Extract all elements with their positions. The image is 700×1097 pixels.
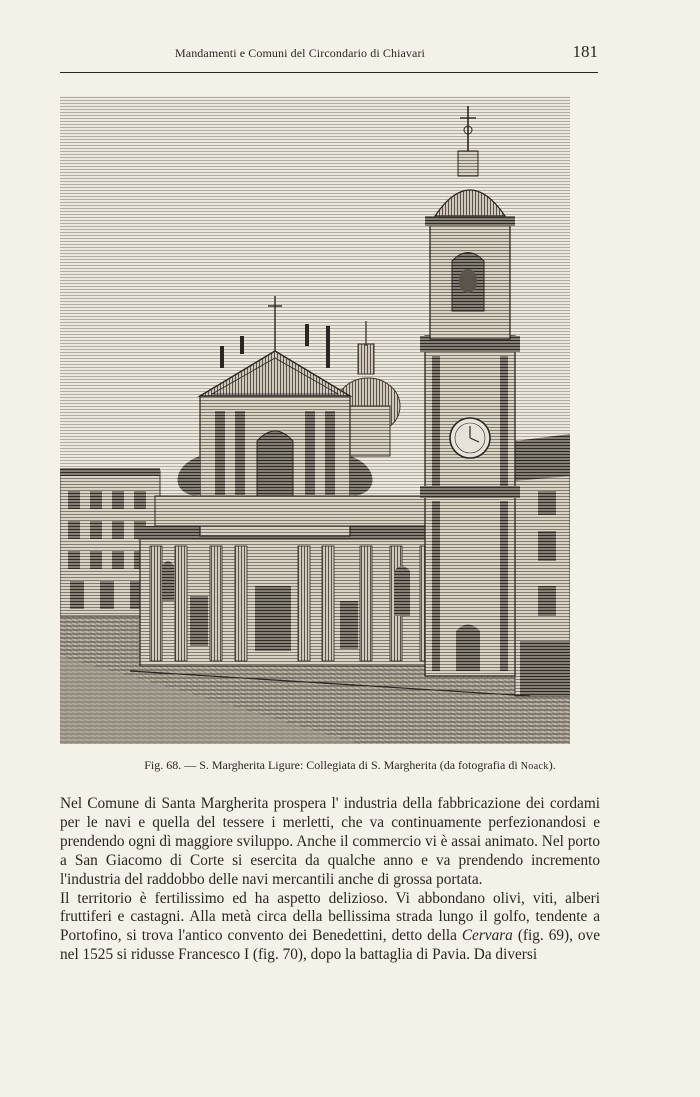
caption-author: Noack xyxy=(520,761,549,772)
caption-end: ). xyxy=(548,758,556,772)
running-head-title: Mandamenti e Comuni del Circondario di Chiavari xyxy=(175,46,425,60)
paragraph-2 xyxy=(60,890,600,966)
paragraph-1: Nel Comune di Santa Margherita prospera l' industria della fabbricazione dei cordami per le navi e quella del tessere i merletti, che va continuamente perfezionandosi e prendendo ogni dì maggiore sviluppo. Anche il commercio vi è assai animato. Nel porto a San Giacomo di Corte si esercita da qualche anno e va prendendo incremento l'industria del raddobbo delle navi mercantili anche di grossa portata. xyxy=(60,795,600,888)
page-number: 181 xyxy=(572,42,598,61)
engraving-collegiata xyxy=(60,96,570,744)
paragraph-2-part-a: Il territorio è fertilissimo ed ha aspetto delizioso. Vi abbondano olivi, viti, alberi fruttiferi e castagni. Alla metà circa della bellissima strada lungo il golfo, tendente a Portofino, si trova l'antico convento dei Benedettini, detto della xyxy=(60,889,600,945)
caption-text: Fig. 68. — S. Margherita Ligure: Collegiata di S. Margherita (da fotografia di xyxy=(144,758,518,772)
header-rule xyxy=(60,72,598,73)
running-head xyxy=(60,44,600,68)
paragraph-2-italic: Cervara xyxy=(461,927,513,945)
engraving-illustration xyxy=(60,96,570,744)
paragraph-2-part-b: (fig. 69), ove nel 1525 si ridusse Francesco I (fig. 70), dopo la battaglia di Pavia. Da diversi xyxy=(60,927,600,964)
figure-caption xyxy=(40,758,660,773)
body-text xyxy=(60,795,600,965)
